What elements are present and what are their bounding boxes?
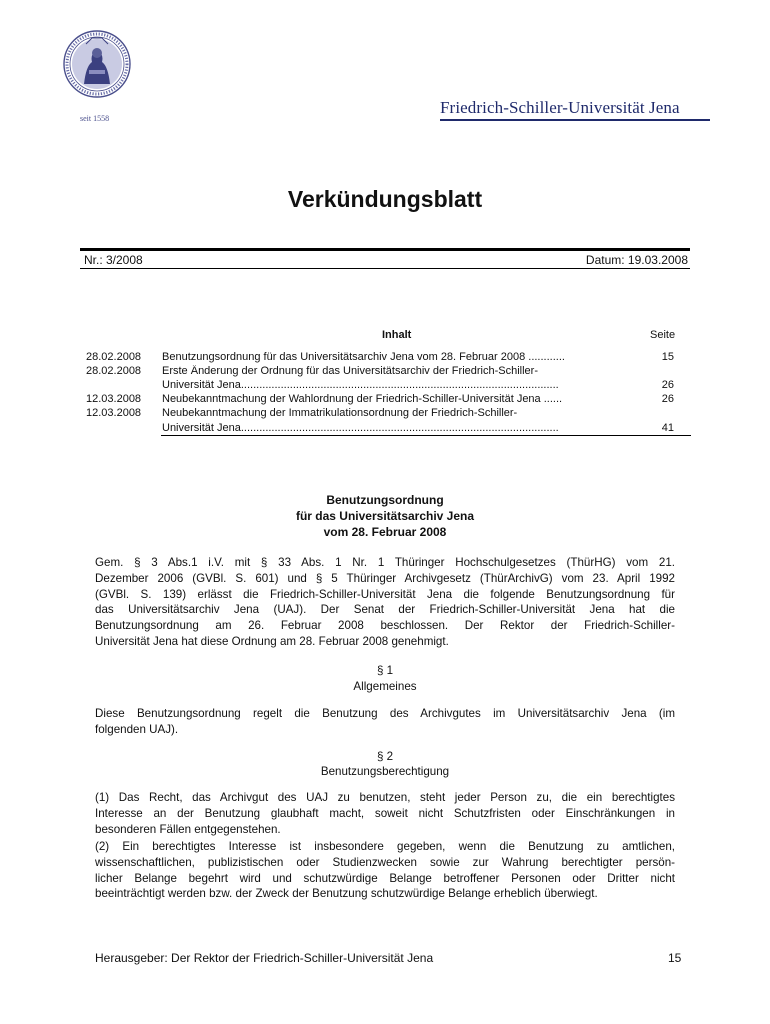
toc-entry-date: 12.03.2008 <box>86 393 142 405</box>
university-name: Friedrich-Schiller-Universität Jena <box>440 98 680 117</box>
preamble-paragraph <box>95 555 675 650</box>
paragraph-title: Benutzungsberechtigung <box>320 765 450 778</box>
text-line: Gem. § 3 Abs.1 i.V. mit § 33 Abs. 1 Nr. 1 Thüringer Hochschulgesetzes (ThürHG) vom 21. <box>95 556 675 569</box>
section-title: für das Universitätsarchiv Jena <box>295 509 475 523</box>
s2-paragraph-2 <box>95 839 675 902</box>
text-line: wissenschaftlichen, publizistischen oder Studienzwecken sowie zur Wahrung berechtigter persön- <box>95 855 675 869</box>
toc-entry-page: 26 <box>661 379 674 391</box>
text-line: (1) Das Recht, das Archivgut des UAJ zu benutzen, steht jeder Person zu, die ein berechtigtes <box>95 791 675 804</box>
issue-number: Nr.: 3/2008 <box>84 253 143 267</box>
toc-entry-text[interactable]: Neubekanntmachung der Immatrikulationsordnung der Friedrich-Schiller- <box>162 407 518 419</box>
paragraph-number: § 1 <box>376 664 394 677</box>
text-line: besonderen Fällen entgegenstehen. <box>95 822 281 836</box>
header-rule-top <box>80 248 690 251</box>
toc-page-heading: Seite <box>650 329 676 341</box>
toc-entry-date: 28.02.2008 <box>86 365 142 377</box>
text-line: (GVBl. S. 139) erlässt die Friedrich-Schiller-Universität Jena die folgende Benutzungsordnung für <box>95 587 675 601</box>
s1-paragraph <box>95 706 675 738</box>
section-title: Benutzungsordnung <box>326 493 444 507</box>
seal-caption: seit 1558 <box>80 114 110 123</box>
toc-entry-date: 12.03.2008 <box>86 407 142 419</box>
toc-entry-text[interactable]: Erste Änderung der Ordnung für das Universitätsarchiv der Friedrich-Schiller- <box>162 365 538 377</box>
toc-entry-page: 26 <box>661 393 674 405</box>
paragraph-number: § 2 <box>376 750 394 763</box>
toc-entry-page: 15 <box>661 351 674 363</box>
header-rule-bottom <box>80 268 690 269</box>
text-line: Dezember 2006 (GVBl. S. 601) und § 5 Thüringer Archivgesetz (ThürArchivG) vom 23. April 1992 <box>95 571 675 585</box>
toc-bottom-rule <box>161 435 691 436</box>
toc-entry-date: 28.02.2008 <box>86 351 142 363</box>
toc-entry-text-cont[interactable]: Universität Jena........................................................................................................ <box>162 422 559 434</box>
text-line: beeinträchtigt werden bzw. der Zweck der Benutzung schutzwürdige Belange erheblich überwiegt. <box>95 887 598 901</box>
text-line: Interesse an der Benutzung glaubhaft macht, soweit nicht Schutzfristen oder Einschränkungen in <box>95 806 675 820</box>
text-line: Benutzungsordnung am 26. Februar 2008 beschlossen. Der Rektor der Friedrich-Schiller- <box>95 619 675 633</box>
toc-heading: Inhalt <box>382 329 412 341</box>
paragraph-title: Allgemeines <box>353 680 417 693</box>
university-seal-logo <box>62 26 132 114</box>
university-underline <box>440 119 710 121</box>
toc-entry-text[interactable]: Benutzungsordnung für das Universitätsarchiv Jena vom 28. Februar 2008 ............ <box>162 351 565 363</box>
text-line: folgenden UAJ). <box>95 722 179 736</box>
text-line: Diese Benutzungsordnung regelt die Benutzung des Archivgutes im Universitätsarchiv Jena (im <box>95 707 675 720</box>
toc-entry-page: 41 <box>661 422 674 434</box>
toc-entry-text[interactable]: Neubekanntmachung der Wahlordnung der Friedrich-Schiller-Universität Jena ...... <box>162 393 563 405</box>
text-line: (2) Ein berechtigtes Interesse ist insbesondere gegeben, wenn die Benutzung zu amtlichen, <box>95 840 675 853</box>
text-line: licher Belange begehrt wird und schutzwürdige Belange betroffener Personen oder Dritter nicht <box>95 871 675 885</box>
issue-date: Datum: 19.03.2008 <box>585 253 688 267</box>
toc-entry-text-cont[interactable]: Universität Jena........................................................................................................ <box>162 379 559 391</box>
document-title: Verkündungsblatt <box>287 186 483 212</box>
footer-page-number: 15 <box>668 951 682 965</box>
text-line: Universität Jena hat diese Ordnung am 28. Februar 2008 genehmigt. <box>95 634 449 648</box>
footer-publisher: Herausgeber: Der Rektor der Friedrich-Schiller-Universität Jena <box>95 951 434 965</box>
s2-paragraph-1 <box>95 790 675 837</box>
text-line: das Universitätsarchiv Jena (UAJ). Der Senat der Friedrich-Schiller-Universität Jena hat die <box>95 603 675 617</box>
section-title: vom 28. Februar 2008 <box>323 525 447 539</box>
